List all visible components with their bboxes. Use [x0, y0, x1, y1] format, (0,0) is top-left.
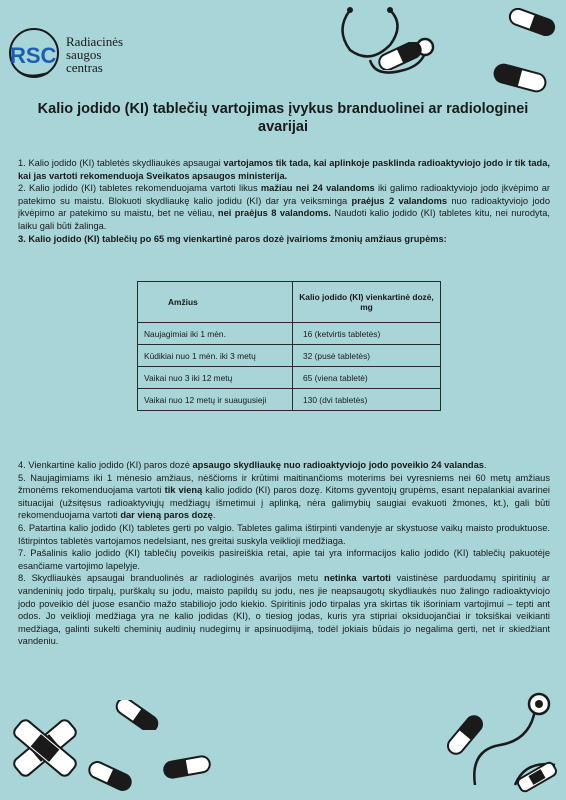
- table-header-dose: Kalio jodido (KI) vienkartinė dozė, mg: [293, 282, 441, 323]
- pill-icon: [85, 760, 135, 792]
- table-header-row: [138, 282, 441, 323]
- table-row: [138, 367, 441, 389]
- paragraph-2: [18, 182, 550, 232]
- logo: [8, 25, 128, 85]
- paragraph-8: [18, 572, 550, 648]
- dosage-table: [137, 281, 441, 411]
- intro-section: [18, 157, 550, 245]
- table-cell-age: Vaikai nuo 12 metų ir suaugusieji: [138, 389, 293, 411]
- table-cell-dose: 32 (pusė tabletės): [293, 345, 441, 367]
- p4-text: 4. Vienkartinė kalio jodido (KI) paros dozė: [18, 460, 193, 470]
- p5-bold-b: tik vieną: [164, 485, 203, 496]
- table-cell-age: Kūdikiai nuo 1 mėn. iki 3 metų: [138, 345, 293, 367]
- p4-bold: apsaugo skydliaukę nuo radioaktyviojo jodo poveikio 24 valandas: [192, 460, 484, 470]
- p2-text-c: iki galimo radioaktyviojo jodo įkvėpimo ar patekimo su maistu. Blokuoti skydliaukę kalio jodidu (KI) dar yra veiksminga: [18, 183, 550, 206]
- p2-text-e: nuo radioaktyviojo jodo įkvėpimo ar patekimo su maistu, bet ne vėliau,: [18, 195, 550, 219]
- details-section: [18, 459, 550, 648]
- paragraph-7: 7. Pašalinis kalio jodido (KI) tablečių poveikis pasireiškia retai, apie tai yra informacijos kalio jodido (KI) tablečių pakuotėje esančiame vartojimo lapelyje.: [18, 548, 550, 571]
- pill-icon: [490, 62, 550, 94]
- p5-bold-d: dar vieną paros dozę: [120, 510, 213, 521]
- table-cell-dose: 65 (viena tabletė): [293, 367, 441, 389]
- paragraph-1: [18, 157, 550, 182]
- pill-icon: [160, 752, 215, 782]
- table-cell-age: Vaikai nuo 3 iki 12 metų: [138, 367, 293, 389]
- table-header-age: Amžius: [138, 282, 293, 323]
- table-cell-dose: 16 (ketvirtis tabletės): [293, 323, 441, 345]
- logo-abbr: RSC: [10, 43, 57, 68]
- p5-text-c: kalio jodido (KI) paros dozę. Kitoms gyventojų grupėms, esant nepalankiai avarinei situacijai (užsitęsus radioaktyviųjų medžiagų išmetimui į aplinką, nėra galimybių saugiai evakuoti žmones, kt.), gali būti rekomenduojama vartoti: [18, 485, 550, 521]
- p4-end: .: [483, 460, 487, 470]
- bandage-icon: [5, 700, 85, 795]
- pill-icon: [110, 700, 165, 730]
- p8-text-c: vaistinėse parduodamų spiritinių ar vandeninių jodo tirpalų, purškalų su jodu, maisto papildų su jodu, nes jie neapsaugotų skydliaukės nuo žalingo radioaktyviojo jodo poveikio dėl juose esančio mažo stabiliojo jodo kiekio. Spiritinis jodo tirpalas yra skirtas tik išoriniam vartojimui – tepti ant odos. Jo veiklioji medžiaga yra ne kalio jodidas (KI), o tiesiog jodas, kuris yra stipriai oksiduojančiai ir toksiškai veikianti medžiaga, galinti sukelti cheminių audinių nudegimų ir apsinuodijimą, todėl jokiais būdais jo negalima gerti, net ir skiedžiant vandeniu.: [18, 573, 551, 647]
- paragraph-3: 3. Kalio jodido (KI) tablečių po 65 mg vienkartinė paros dozė įvairioms žmonių amžiaus grupėms:: [18, 233, 447, 244]
- p5-text-a: 5. Naujagimiams iki 1 mėnesio amžiaus, nėščioms ir krūtimi maitinančioms moterims bei vyresniems nei 60 metų amžiaus žmonėms rekomenduojama vartoti: [18, 472, 550, 496]
- paragraph-6: 6. Patartina kalio jodido (KI) tabletes gerti po valgio. Tabletes galima ištirpinti vandenyje ar skystuose vaikų maisto produktuose. Ištirpintos tabletės vartojamos nedelsiant, nes greitai suskyla veiklioji medžiaga.: [18, 522, 550, 546]
- logo-text: [66, 35, 123, 74]
- paragraph-5: [18, 472, 550, 522]
- table-row: [138, 389, 441, 411]
- page-title: Kalio jodido (KI) tablečių vartojimas įvykus branduolinei ar radiologinei avarijai: [37, 101, 529, 135]
- p2-bold-b: mažiau nei 24 valandoms: [260, 183, 375, 194]
- p8-text-a: 8. Skydliaukės apsaugai branduolinės ar radiologinės avarijos metu: [18, 573, 325, 584]
- p2-text-g: Naudoti kalio jodido (KI) tabletes kitu, nei nurodyta, laiku gali būti žalinga.: [18, 208, 550, 231]
- logo-line-1: Radiacinės: [66, 34, 124, 49]
- table-row: [138, 323, 441, 345]
- table-cell-age: Naujagimiai iki 1 mėn.: [138, 323, 293, 345]
- rsc-logo-icon: [8, 25, 64, 81]
- p8-bold-b: netinka vartoti: [324, 573, 391, 584]
- pill-icon: [505, 8, 560, 36]
- p2-bold-f: nei praėjus 8 valandoms.: [217, 208, 331, 219]
- logo-line-2: saugos: [66, 47, 102, 62]
- pill-icon: [375, 42, 425, 70]
- p1-text: 1. Kalio jodido (KI) tabletės skydliaukės apsaugai: [18, 158, 224, 168]
- table-row: [138, 345, 441, 367]
- table-cell-dose: 130 (dvi tabletės): [293, 389, 441, 411]
- logo-line-3: centras: [66, 60, 103, 75]
- p2-text-a: 2. Kalio jodido (KI) tabletes rekomenduojama vartoti likus: [18, 183, 261, 194]
- paragraph-4: [18, 459, 550, 472]
- p2-bold-d: praėjus 2 valandoms: [351, 195, 448, 206]
- p5-end: .: [212, 510, 216, 521]
- p1-bold: vartojamos tik tada, kai aplinkoje pasklinda radioaktyviojo jodo ir tik tada, kai jas vartoti rekomenduoja Sveikatos apsaugos ministerija.: [18, 158, 550, 181]
- bandage-icon: [515, 760, 560, 795]
